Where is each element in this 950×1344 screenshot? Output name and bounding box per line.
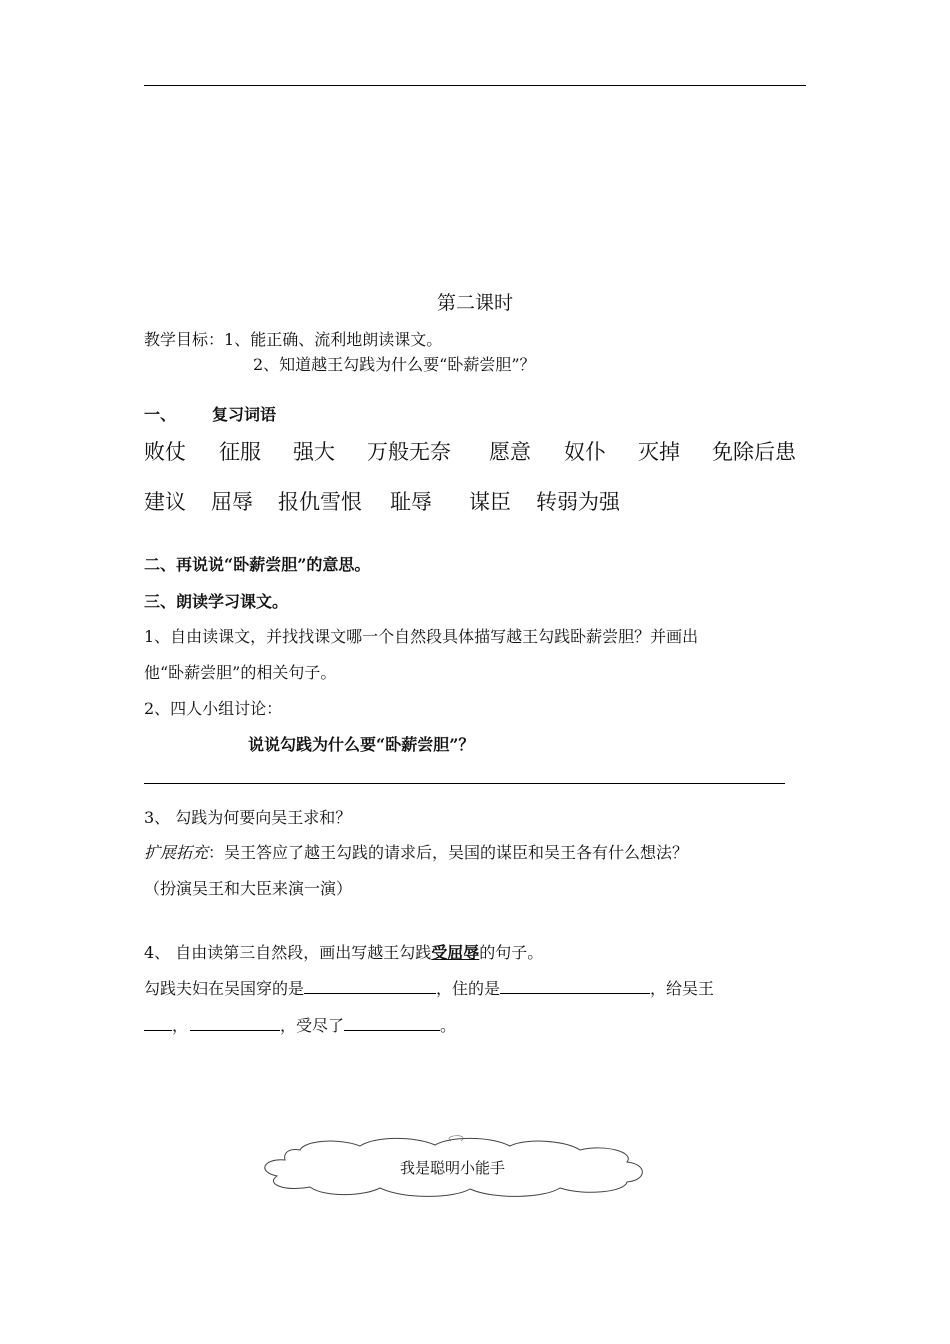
- question-2-prompt: 说说勾践为什么要“卧薪尝胆”？: [248, 735, 475, 754]
- question-1-line-2: 他“卧薪尝胆”的相关句子。: [144, 663, 337, 682]
- fill-in-line-2: [144, 1012, 456, 1036]
- vocab-word: 奴仆: [564, 440, 606, 464]
- fill-text: ，住的是: [436, 979, 501, 998]
- objectives-label: 教学目标：: [144, 330, 225, 349]
- question-4-keyword: 受屈辱: [431, 943, 480, 962]
- vocab-word: 报仇雪恨: [278, 490, 362, 514]
- fill-text: 。: [440, 1016, 457, 1035]
- vocab-word: 败仗: [144, 440, 186, 464]
- vocab-word: 转弱为强: [536, 490, 620, 514]
- page-title: 第二课时: [436, 292, 513, 314]
- question-4: [144, 940, 543, 963]
- cloud-callout: [255, 1132, 650, 1202]
- vocab-word: 愿意: [489, 440, 531, 464]
- vocab-word: 免除后患: [712, 440, 796, 464]
- vocab-word: 强大: [293, 440, 335, 464]
- question-4-prefix: 4、 自由读第三自然段，画出写越王勾践: [144, 943, 432, 962]
- fill-text: ，: [172, 1016, 189, 1035]
- answer-line[interactable]: [144, 783, 785, 784]
- section-3: 三、朗读学习课文。: [144, 592, 289, 611]
- cloud-label: 我是聪明小能手: [399, 1159, 505, 1177]
- section-1-num: 一、: [144, 405, 177, 424]
- objectives-line-1: [144, 327, 442, 350]
- extension-text: ：吴王答应了越王勾践的请求后，吴国的谋臣和吴王各有什么想法？: [208, 843, 689, 862]
- vocab-word: 屈辱: [211, 490, 253, 514]
- objective-1: 1、能正确、流利地朗读课文。: [224, 330, 443, 349]
- vocab-word: 谋臣: [469, 490, 511, 514]
- fill-in-line-1: [144, 975, 714, 999]
- fill-blank[interactable]: [500, 975, 650, 994]
- question-2: 2、四人小组讨论：: [144, 699, 283, 718]
- vocab-word: 万般无奈: [367, 440, 451, 464]
- vocab-word: 建议: [144, 490, 186, 514]
- fill-blank[interactable]: [304, 975, 436, 994]
- fill-blank[interactable]: [144, 1012, 172, 1031]
- header-rule: [144, 85, 806, 86]
- section-1-heading: 复习词语: [212, 405, 277, 424]
- objective-2: 2、知道越王勾践为什么要“卧薪尝胆”？: [253, 355, 536, 374]
- extension-line-2: （扮演吴王和大臣来演一演）: [144, 879, 353, 898]
- question-4-suffix: 的句子。: [479, 943, 544, 962]
- question-3: 3、 勾践为何要向吴王求和？: [144, 808, 352, 827]
- fill-blank[interactable]: [190, 1012, 280, 1031]
- extension-line-1: [144, 840, 688, 863]
- fill-blank[interactable]: [344, 1012, 440, 1031]
- fill-text: 勾践夫妇在吴国穿的是: [144, 979, 305, 998]
- vocab-word: 灭掉: [638, 440, 680, 464]
- vocab-word: 耻辱: [390, 490, 432, 514]
- section-2: 二、再说说“卧薪尝胆”的意思。: [144, 555, 371, 574]
- fill-text: ，受尽了: [280, 1016, 345, 1035]
- extension-label: 扩展拓充: [144, 843, 209, 862]
- fill-text: ，给吴王: [650, 979, 715, 998]
- question-1-line-1: 1、自由读课文，并找找课文哪一个自然段具体描写越王勾践卧薪尝胆？并画出: [144, 627, 699, 646]
- vocab-word: 征服: [219, 440, 261, 464]
